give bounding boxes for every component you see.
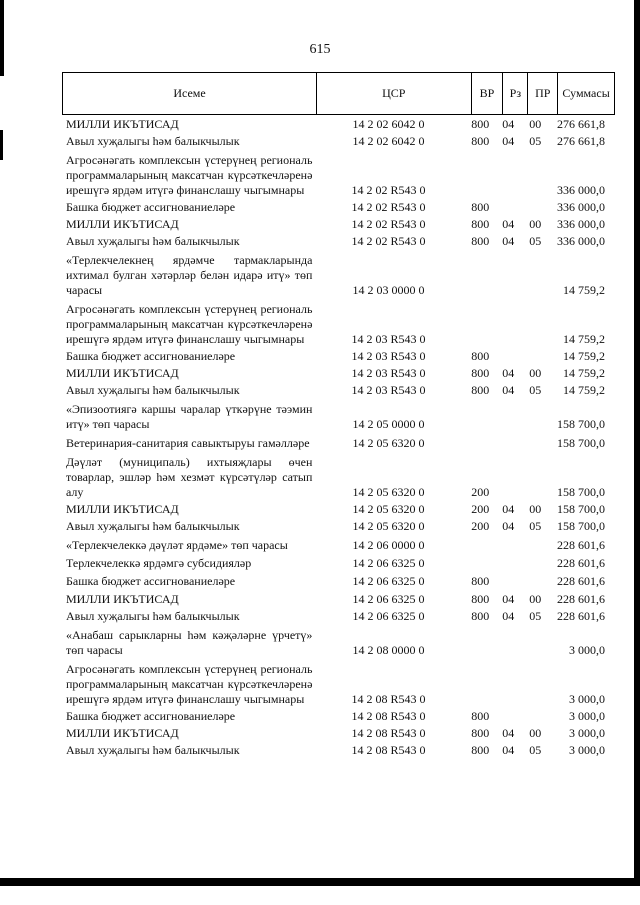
row-name: Терлекчелеккә ярдәмгә субсидияләр: [66, 556, 252, 570]
row-name: «Анабаш сарыкларны һәм кәҗәләрне үрчетү» төп чарасы: [66, 628, 313, 657]
row-csr: 14 2 06 6325 0: [352, 574, 425, 588]
row-csr: 14 2 03 R543 0: [351, 332, 426, 346]
table-row: [62, 153, 615, 198]
row-name: Ветеринария-санитария савыктыруы гамәлләре: [66, 436, 310, 450]
table-row: [62, 117, 615, 132]
table-row: [62, 200, 615, 215]
row-vr: 800: [471, 134, 490, 148]
row-sum: 14 759,2: [563, 366, 605, 380]
header-vr: ВР: [472, 73, 504, 114]
row-vr: 800: [471, 383, 490, 397]
row-rz: 04: [502, 743, 515, 757]
row-vr: 800: [471, 117, 490, 131]
row-vr: 800: [471, 609, 490, 623]
header-name: Исеме: [63, 73, 317, 114]
table-row: [62, 628, 615, 658]
row-sum: 158 700,0: [557, 485, 605, 499]
row-vr: 800: [471, 366, 490, 380]
row-csr: 14 2 02 R543 0: [351, 217, 426, 231]
row-sum: 158 700,0: [557, 519, 605, 533]
row-pr: 05: [529, 383, 542, 397]
row-name: Дәүләт (муниципаль) ихтыяҗлары өчен товарлар, эшләр һәм хезмәт күрсәтүләр сатып алу: [66, 455, 313, 499]
row-pr: 05: [529, 134, 542, 148]
row-pr: 00: [529, 117, 542, 131]
row-sum: 3 000,0: [569, 743, 605, 757]
row-pr: 05: [529, 519, 542, 533]
header-pr: ПР: [528, 73, 558, 114]
row-pr: 00: [529, 726, 542, 740]
scan-edge-mark: [0, 130, 3, 160]
row-csr: 14 2 05 0000 0: [352, 417, 425, 431]
row-sum: 158 700,0: [557, 436, 605, 450]
row-rz: 04: [502, 726, 515, 740]
table-row: [62, 234, 615, 249]
row-csr: 14 2 02 6042 0: [352, 117, 425, 131]
row-rz: 04: [502, 134, 515, 148]
row-name: Агросәнәгать комплексын үстерүнең региональ программаларының максатчан күрсәткечләренә ирешүгә ярдәм итүгә финанслашу чыгымнары: [66, 302, 313, 346]
table-row: [62, 383, 615, 398]
row-sum: 276 661,8: [557, 134, 605, 148]
row-csr: 14 2 02 R543 0: [351, 234, 426, 248]
row-name: МИЛЛИ ИКЪТИСАД: [66, 217, 179, 231]
row-vr: 800: [471, 200, 490, 214]
table-row: [62, 366, 615, 381]
row-csr: 14 2 08 R543 0: [351, 692, 426, 706]
row-name: Агросәнәгать комплексын үстерүнең региональ программаларының максатчан күрсәткечләренә ирешүгә ярдәм итүгә финанслашу чыгымнары: [66, 153, 313, 197]
row-sum: 228 601,6: [557, 574, 605, 588]
row-name: Авыл хуҗалыгы һәм балыкчылык: [66, 519, 240, 533]
row-name: «Эпизоотиягә каршы чаралар үткәрүне тәэмин итү» төп чарасы: [66, 402, 313, 431]
table-row: [62, 302, 615, 347]
row-vr: 200: [471, 485, 490, 499]
row-sum: 158 700,0: [557, 502, 605, 516]
row-csr: 14 2 03 R543 0: [351, 349, 426, 363]
row-sum: 228 601,6: [557, 592, 605, 606]
row-csr: 14 2 06 6325 0: [352, 609, 425, 623]
row-name: Авыл хуҗалыгы һәм балыкчылык: [66, 609, 240, 623]
row-csr: 14 2 03 R543 0: [351, 366, 426, 380]
scan-bottom-border: [0, 878, 640, 886]
scan-edge-border: [634, 0, 640, 878]
table-row: [62, 592, 615, 607]
row-vr: 800: [471, 217, 490, 231]
row-csr: 14 2 08 R543 0: [351, 743, 426, 757]
row-sum: 228 601,6: [557, 538, 605, 552]
table-row: [62, 726, 615, 741]
table-body: [62, 115, 615, 758]
row-vr: 800: [471, 234, 490, 248]
page-number: 615: [309, 42, 331, 57]
row-vr: 200: [471, 519, 490, 533]
row-rz: 04: [502, 609, 515, 623]
row-sum: 3 000,0: [569, 726, 605, 740]
table-row: [62, 402, 615, 432]
row-sum: 228 601,6: [557, 556, 605, 570]
row-name: МИЛЛИ ИКЪТИСАД: [66, 366, 179, 380]
row-vr: 800: [471, 349, 490, 363]
row-rz: 04: [502, 217, 515, 231]
row-name: Башка бюджет ассигнованиеләре: [66, 200, 236, 214]
row-csr: 14 2 08 R543 0: [351, 726, 426, 740]
row-name: МИЛЛИ ИКЪТИСАД: [66, 117, 179, 131]
row-csr: 14 2 02 6042 0: [352, 134, 425, 148]
header-sum: Суммасы: [562, 86, 610, 100]
row-vr: 800: [471, 709, 490, 723]
row-sum: 276 661,8: [557, 117, 605, 131]
row-pr: 00: [529, 217, 542, 231]
table-header: [62, 72, 615, 115]
row-csr: 14 2 05 6320 0: [352, 519, 425, 533]
row-name: Башка бюджет ассигнованиеләре: [66, 709, 236, 723]
row-vr: 800: [471, 592, 490, 606]
table-row: [62, 253, 615, 298]
table-row: [62, 519, 615, 534]
row-vr: 800: [471, 574, 490, 588]
row-rz: 04: [502, 519, 515, 533]
row-name: Авыл хуҗалыгы һәм балыкчылык: [66, 743, 240, 757]
row-name: Авыл хуҗалыгы һәм балыкчылык: [66, 234, 240, 248]
row-csr: 14 2 05 6320 0: [352, 502, 425, 516]
row-sum: 336 000,0: [557, 234, 605, 248]
row-csr: 14 2 08 R543 0: [351, 709, 426, 723]
row-csr: 14 2 02 R543 0: [351, 183, 426, 197]
row-name: Авыл хуҗалыгы һәм балыкчылык: [66, 134, 240, 148]
table-row: [62, 743, 615, 758]
row-csr: 14 2 08 0000 0: [352, 643, 425, 657]
row-name: МИЛЛИ ИКЪТИСАД: [66, 726, 179, 740]
header-rz: Рз: [503, 73, 528, 114]
row-pr: 00: [529, 366, 542, 380]
row-sum: 3 000,0: [569, 692, 605, 706]
table-row: [62, 502, 615, 517]
row-sum: 14 759,2: [563, 283, 605, 297]
row-rz: 04: [502, 592, 515, 606]
row-pr: 00: [529, 502, 542, 516]
row-rz: 04: [502, 383, 515, 397]
row-sum: 14 759,2: [563, 383, 605, 397]
row-sum: 336 000,0: [557, 217, 605, 231]
row-vr: 800: [471, 743, 490, 757]
row-rz: 04: [502, 502, 515, 516]
row-csr: 14 2 03 R543 0: [351, 383, 426, 397]
row-pr: 05: [529, 234, 542, 248]
table-row: [62, 574, 615, 589]
row-csr: 14 2 06 6325 0: [352, 556, 425, 570]
row-vr: 800: [471, 726, 490, 740]
row-name: МИЛЛИ ИКЪТИСАД: [66, 502, 179, 516]
row-sum: 14 759,2: [563, 349, 605, 363]
row-vr: 200: [471, 502, 490, 516]
table-row: [62, 455, 615, 500]
row-csr: 14 2 03 0000 0: [352, 283, 425, 297]
row-rz: 04: [502, 234, 515, 248]
row-name: «Терлекчелеккә дәүләт ярдәме» төп чарасы: [66, 538, 288, 552]
table-row: [62, 538, 615, 553]
row-pr: 05: [529, 609, 542, 623]
row-sum: 336 000,0: [557, 183, 605, 197]
row-csr: 14 2 05 6320 0: [352, 436, 425, 450]
row-pr: 00: [529, 592, 542, 606]
row-pr: 05: [529, 743, 542, 757]
row-sum: 3 000,0: [569, 643, 605, 657]
row-name: Башка бюджет ассигнованиеләре: [66, 349, 236, 363]
row-csr: 14 2 06 6325 0: [352, 592, 425, 606]
table-row: [62, 662, 615, 707]
row-sum: 228 601,6: [557, 609, 605, 623]
row-sum: 3 000,0: [569, 709, 605, 723]
table-row: [62, 436, 615, 451]
table-row: [62, 217, 615, 232]
table-row: [62, 556, 615, 571]
row-rz: 04: [502, 117, 515, 131]
table-row: [62, 349, 615, 364]
table-row: [62, 609, 615, 624]
table-row: [62, 709, 615, 724]
row-name: «Терлекчелекнең ярдәмче тармакларында ихтимал булган хәтәрләр белән идарә итү» төп чарасы: [66, 253, 313, 297]
table-row: [62, 134, 615, 149]
row-name: МИЛЛИ ИКЪТИСАД: [66, 592, 179, 606]
row-csr: 14 2 05 6320 0: [352, 485, 425, 499]
row-csr: 14 2 02 R543 0: [351, 200, 426, 214]
row-sum: 14 759,2: [563, 332, 605, 346]
scan-edge-mark: [0, 0, 4, 76]
row-name: Авыл хуҗалыгы һәм балыкчылык: [66, 383, 240, 397]
row-rz: 04: [502, 366, 515, 380]
row-sum: 158 700,0: [557, 417, 605, 431]
header-csr: ЦСР: [317, 73, 471, 114]
row-name: Агросәнәгать комплексын үстерүнең региональ программаларының максатчан күрсәткечләренә ирешүгә ярдәм итүгә финанслашу чыгымнары: [66, 662, 313, 706]
row-csr: 14 2 06 0000 0: [352, 538, 425, 552]
row-sum: 336 000,0: [557, 200, 605, 214]
row-name: Башка бюджет ассигнованиеләре: [66, 574, 236, 588]
